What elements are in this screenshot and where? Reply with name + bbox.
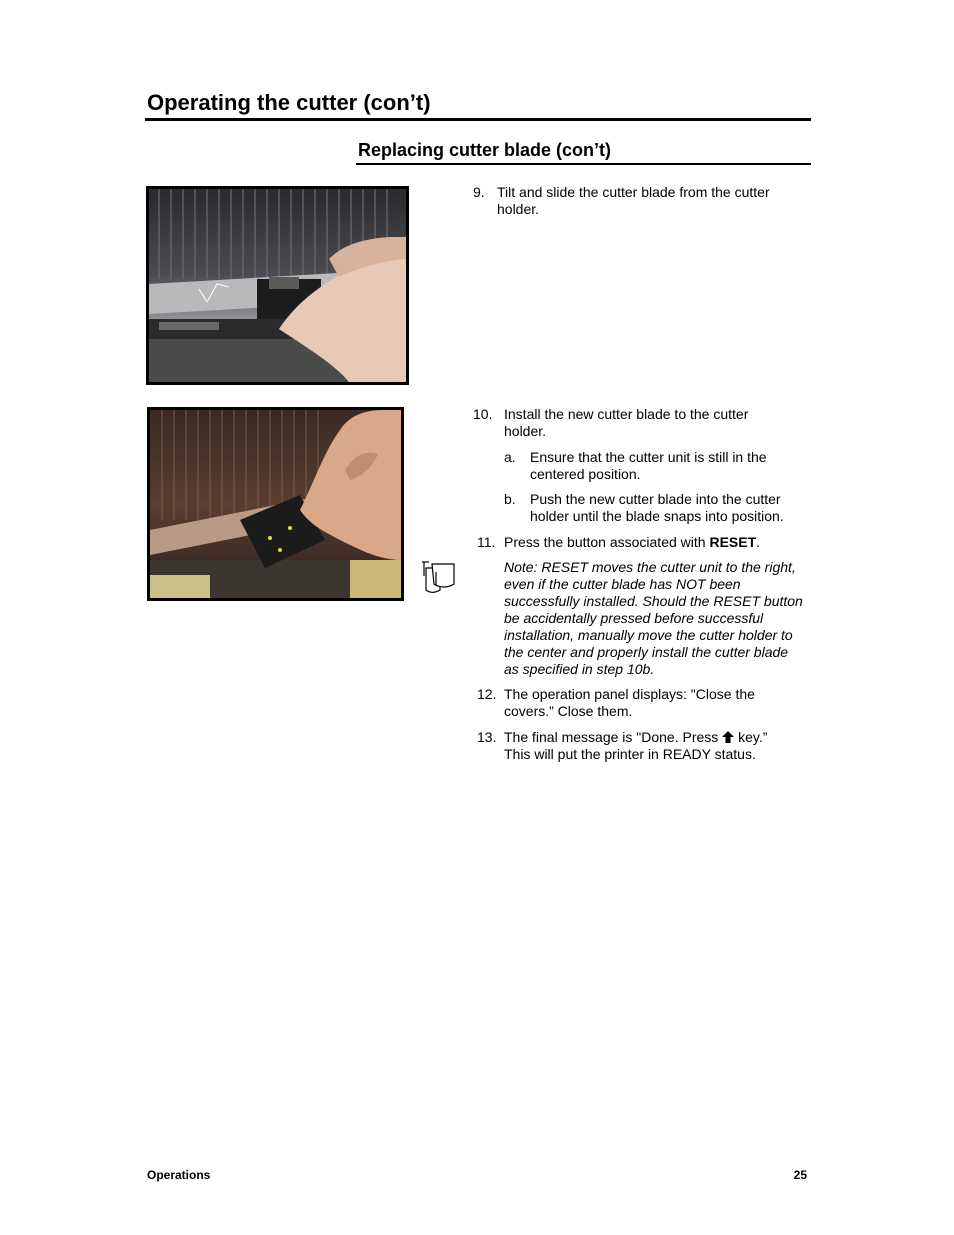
step-13-text-after: key.” This will put the printer in READY status. [504, 729, 768, 762]
note-pages-icon [420, 560, 458, 596]
step-9-text: Tilt and slide the cutter blade from the cutter holder. [497, 184, 770, 217]
step-10b [504, 491, 806, 525]
step-13-text [504, 729, 794, 763]
photo-remove-blade [146, 186, 409, 385]
step-12-text: The operation panel displays: "Close the covers.” Close them. [504, 686, 755, 719]
up-arrow-icon [722, 730, 734, 742]
step-12 [477, 686, 807, 720]
step-11-text [504, 534, 804, 551]
step-13-number: 13. [477, 729, 497, 745]
step-13 [477, 729, 807, 763]
step-10-text: Install the new cutter blade to the cutter holder. [504, 406, 749, 439]
footer-section: Operations [147, 1168, 211, 1182]
section-subtitle: Replacing cutter blade (con’t) [358, 140, 612, 160]
step-11-text-after: . [756, 534, 761, 550]
step-10a-label: a. [504, 449, 516, 465]
photo-install-blade [147, 407, 404, 601]
step-10a-text: Ensure that the cutter unit is still in the centered position. [530, 449, 767, 482]
step-9 [473, 184, 793, 218]
step-9-number: 9. [473, 184, 485, 200]
step-10a [504, 449, 804, 483]
footer-page-number: 25 [793, 1168, 807, 1182]
step-10-number: 10. [473, 406, 493, 422]
step-10b-text: Push the new cutter blade into the cutter holder until the blade snaps into position. [530, 491, 784, 524]
reset-label: RESET [709, 534, 757, 550]
step-11 [477, 534, 807, 551]
step-11-number: 11. [477, 534, 496, 550]
note-text: Note: RESET moves the cutter unit to the right, even if the cutter blade has NOT been successfully installed. Should the RESET button be accidentally pressed before successful installation, manually move the cutter holder to the center and properly install the cutter blade as specified in step 10b. [504, 559, 803, 677]
title-rule [145, 118, 811, 121]
step-10 [473, 406, 803, 440]
subtitle-rule [356, 163, 811, 165]
step-12-number: 12. [477, 686, 497, 702]
page-title: Operating the cutter (con’t) [147, 90, 431, 115]
step-10b-label: b. [504, 491, 516, 507]
step-13-text-before: The final message is "Done. Press [504, 729, 723, 745]
step-11-text-before: Press the button associated with [504, 534, 710, 550]
